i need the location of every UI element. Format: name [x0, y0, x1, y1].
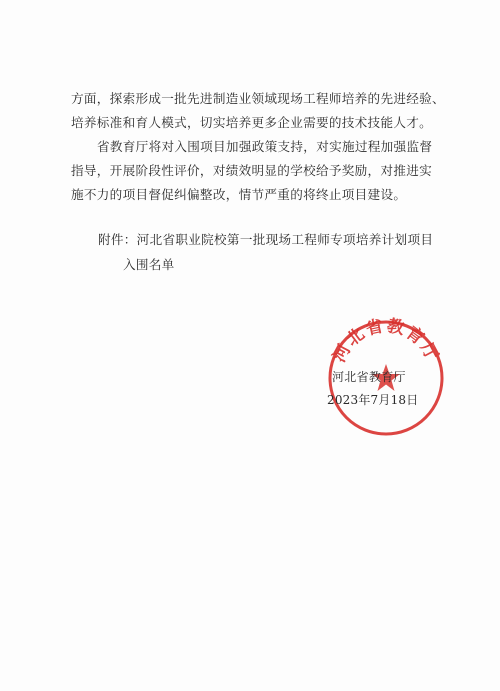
issue-date: 2023年7月18日 [327, 393, 419, 407]
seal-text: 河北省教育厅 [329, 316, 443, 366]
body-line-2: 培养标准和育人模式，切实培养更多企业需要的技术技能人才。 [71, 115, 433, 130]
body-line-3: 省教育厅将对入围项目加强政策支持，对实施过程加强监督 [97, 139, 433, 154]
attachment-line-1: 附件：河北省职业院校第一批现场工程师专项培养计划项目 [98, 232, 434, 247]
body-line-5: 施不力的项目督促纠偏整改，情节严重的将终止项目建设。 [71, 187, 407, 202]
attachment-line-2: 入围名单 [123, 257, 175, 272]
body-line-1: 方面，探索形成一批先进制造业领域现场工程师培养的先进经验、 [71, 91, 445, 106]
body-line-4: 指导，开展阶段性评价，对绩效明显的学校给予奖励，对推进实 [71, 163, 433, 178]
issuer-name: 河北省教育厅 [332, 370, 406, 384]
